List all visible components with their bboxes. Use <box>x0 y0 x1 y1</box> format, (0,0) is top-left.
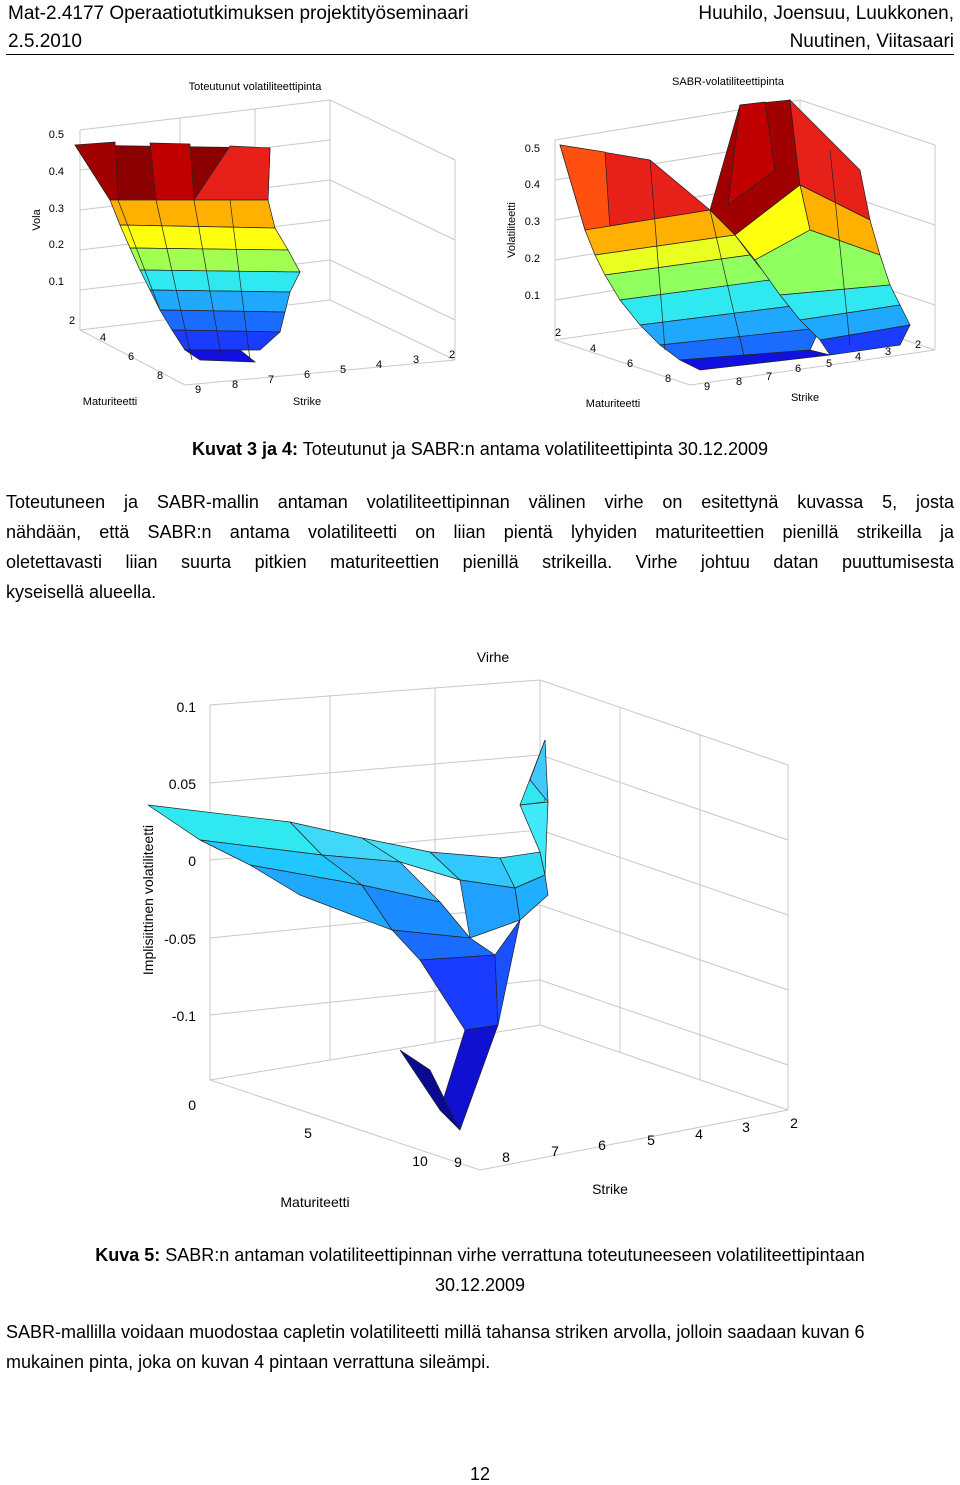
svg-text:9: 9 <box>703 381 711 393</box>
header-course: Mat-2.4177 Operaatiotutkimuksen projektityöseminaari <box>8 3 469 24</box>
svg-text:2: 2 <box>790 1115 798 1131</box>
figure-4-sabr-surface <box>480 60 960 420</box>
fig5-y-label: Strike <box>592 1181 628 1197</box>
header-date: 2.5.2010 <box>8 31 82 52</box>
svg-text:2: 2 <box>68 315 76 327</box>
caption5-label: Kuva 5: <box>95 1245 161 1265</box>
fig5-z-ticks <box>164 699 196 1113</box>
para1-line1: Toteutuneen ja SABR-mallin antaman volatiliteettipinnan välinen virhe on esitettynä kuvassa 5, josta <box>6 492 954 512</box>
para1-line2: nähdään, että SABR:n antama volatiliteetti on liian pientä lyhyiden maturiteettien pienillä strikeilla ja <box>6 522 954 542</box>
svg-text:5: 5 <box>339 364 347 376</box>
svg-text:9: 9 <box>454 1154 462 1170</box>
caption5-date: 30.12.2009 <box>434 1275 526 1295</box>
svg-text:0.4: 0.4 <box>48 166 64 178</box>
svg-text:6: 6 <box>303 369 311 381</box>
svg-text:8: 8 <box>664 373 672 385</box>
svg-text:6: 6 <box>127 351 135 363</box>
fig3-x-label: Maturiteetti <box>82 396 138 408</box>
svg-text:0.2: 0.2 <box>48 239 64 251</box>
svg-text:8: 8 <box>502 1149 510 1165</box>
page-number: 12 <box>469 1464 491 1484</box>
svg-text:9: 9 <box>194 384 202 396</box>
svg-text:0: 0 <box>188 1097 196 1113</box>
fig5-title: Virhe <box>476 649 510 665</box>
svg-text:8: 8 <box>231 379 239 391</box>
figure-5-error-surface <box>100 640 860 1220</box>
svg-text:4: 4 <box>695 1126 703 1142</box>
fig3-title: Toteutunut volatiliteettipinta <box>188 81 322 93</box>
caption-figures-3-4 <box>0 439 960 460</box>
svg-text:2: 2 <box>914 339 922 351</box>
svg-text:3: 3 <box>412 354 420 366</box>
svg-text:0.05: 0.05 <box>168 776 196 792</box>
fig5-surface <box>148 740 548 1130</box>
svg-text:2: 2 <box>554 327 562 339</box>
svg-text:-0.1: -0.1 <box>171 1008 196 1024</box>
header-left <box>8 0 468 56</box>
svg-text:-0.05: -0.05 <box>164 931 196 947</box>
fig5-z-label: Implisiittinen volatiliteetti <box>140 824 156 976</box>
svg-text:2: 2 <box>448 349 456 361</box>
svg-text:4: 4 <box>854 351 862 363</box>
fig5-y-ticks <box>454 1115 798 1170</box>
svg-text:6: 6 <box>598 1137 606 1153</box>
caption-figure-5 <box>0 1240 960 1300</box>
fig3-surface <box>75 142 300 362</box>
svg-text:0.3: 0.3 <box>524 216 540 228</box>
header-authors-2: Nuutinen, Viitasaari <box>789 31 954 52</box>
fig5-x-label: Maturiteetti <box>280 1194 350 1210</box>
svg-text:0.2: 0.2 <box>524 253 540 265</box>
fig4-z-ticks <box>525 143 540 302</box>
svg-text:6: 6 <box>794 363 802 375</box>
fig4-y-label: Strike <box>790 392 820 404</box>
svg-text:5: 5 <box>647 1132 655 1148</box>
svg-text:8: 8 <box>156 370 164 382</box>
header-authors-1: Huuhilo, Joensuu, Luukkonen, <box>698 3 954 24</box>
fig4-x-label: Maturiteetti <box>585 398 641 410</box>
caption5-text: SABR:n antaman volatiliteettipinnan virhe verrattuna toteutuneeseen volatiliteettipintaan <box>160 1245 865 1265</box>
fig3-z-label: Vola <box>31 209 43 231</box>
caption34-label: Kuvat 3 ja 4: <box>191 439 299 459</box>
caption34-text: Toteutunut ja SABR:n antama volatiliteettipinta 30.12.2009 <box>298 439 769 459</box>
header-right <box>698 0 954 56</box>
svg-text:3: 3 <box>884 346 892 358</box>
svg-text:3: 3 <box>742 1119 750 1135</box>
svg-text:8: 8 <box>735 376 743 388</box>
fig3-z-ticks <box>49 129 64 288</box>
svg-text:0.1: 0.1 <box>524 290 540 302</box>
paragraph-1 <box>6 487 954 607</box>
para2-line1: SABR-mallilla voidaan muodostaa capletin volatiliteetti millä tahansa striken arvolla, jolloin saadaan kuvan 6 <box>6 1322 865 1342</box>
paragraph-2 <box>6 1317 954 1377</box>
figure-3-realized-surface <box>0 60 480 420</box>
svg-text:4: 4 <box>99 332 107 344</box>
svg-text:0.1: 0.1 <box>48 276 64 288</box>
svg-text:4: 4 <box>589 343 597 355</box>
svg-text:0: 0 <box>188 853 196 869</box>
svg-text:0.4: 0.4 <box>524 179 540 191</box>
para1-line3: oletettavasti liian suurta pitkien maturiteettien pienillä strikeilla. Virhe johtuu datan puuttumisesta <box>6 552 954 572</box>
svg-text:5: 5 <box>304 1125 312 1141</box>
svg-text:0.3: 0.3 <box>48 203 64 215</box>
svg-text:7: 7 <box>551 1143 559 1159</box>
svg-text:6: 6 <box>626 358 634 370</box>
para1-line4: kyseisellä alueella. <box>6 582 157 602</box>
svg-text:7: 7 <box>765 371 773 383</box>
fig4-title: SABR-volatiliteettipinta <box>672 76 784 88</box>
svg-text:7: 7 <box>267 374 275 386</box>
svg-text:10: 10 <box>412 1153 428 1169</box>
fig4-z-label: Volatiliteetti <box>506 202 518 258</box>
svg-text:0.5: 0.5 <box>524 143 540 155</box>
header-rule <box>6 54 954 55</box>
fig3-y-label: Strike <box>292 396 322 408</box>
svg-text:5: 5 <box>825 358 833 370</box>
svg-text:4: 4 <box>375 359 383 371</box>
para2-line2: mukainen pinta, joka on kuvan 4 pintaan verrattuna sileämpi. <box>6 1352 491 1372</box>
svg-text:0.5: 0.5 <box>48 129 64 141</box>
svg-text:0.1: 0.1 <box>176 699 196 715</box>
fig4-surface <box>560 100 910 370</box>
